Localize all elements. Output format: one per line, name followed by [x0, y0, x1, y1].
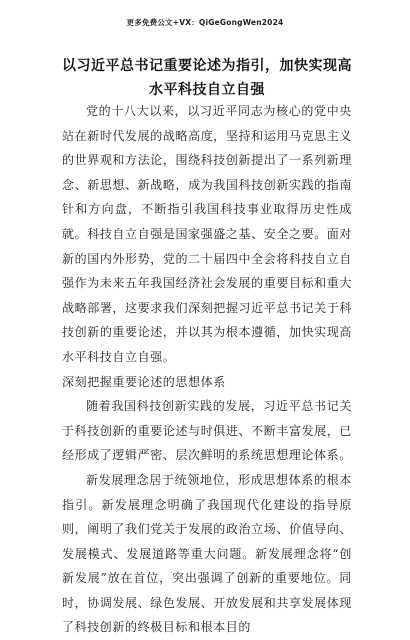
- paragraph-intro: 党的十八大以来，以习近平同志为核心的党中央站在新时代发展的战略高度，坚持和运用马克思主义的世界观和方法论，围绕科技创新提出了一系列新理念、新思想、新战略，成为我国科技创新实践的指南针和方向盘，不断指引我国科技事业取得历史性成就。科技自立自强是国家强盛之基、安全之要。面对新的国内外形势，党的二十届四中全会将科技自立自强作为未来五年我国经济社会发展的重要目标和重大战略部署，这要求我们深刻把握习近平总书记关于科技创新的重要论述，并以其为根本遵循，加快实现高水平科技自立自强。: [62, 104, 352, 364]
- document-body: [62, 99, 352, 640]
- paragraph-system: 随着我国科技创新实践的发展，习近平总书记关于科技创新的重要论述与时俱进、不断丰富发展，已经形成了逻辑严密、层次鲜明的系统思想理论体系。: [62, 399, 352, 463]
- section-heading: 深刻把握重要论述的思想体系: [62, 374, 226, 389]
- header-note: 更多免费公文+VX：QiGeGongWen2024: [126, 18, 284, 27]
- paragraph-new-concept: 新发展理念居于统领地位，形成思想体系的根本指引。新发展理念明确了我国现代化建设的指导原则，阐明了我们党关于发展的政治立场、价值导向、发展模式、发展道路等重大问题。新发展理念将“创新发展”放在首位，突出强调了创新的重要地位。同时，协调发展、绿色发展、开放发展和共享发展体现了科技创新的终极目标和根本目的: [62, 472, 352, 635]
- document-title: 以习近平总书记重要论述为指引，加快实现高水平科技自立自强: [62, 58, 352, 98]
